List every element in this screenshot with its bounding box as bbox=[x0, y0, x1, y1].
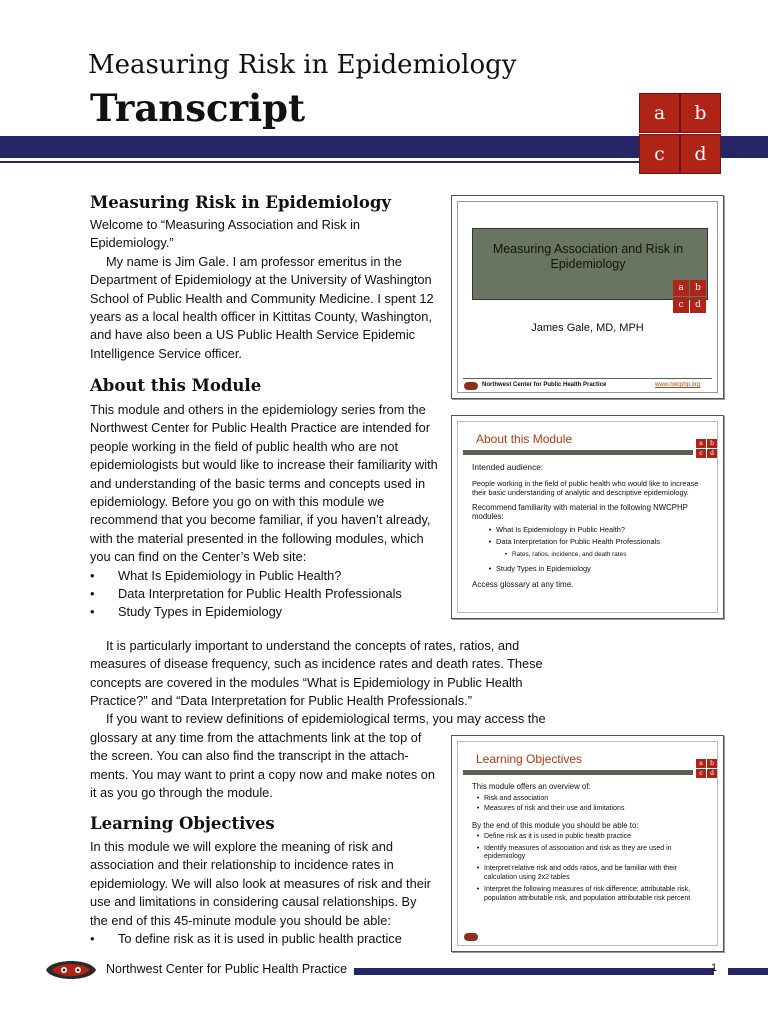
logo-b: b bbox=[680, 93, 721, 133]
about-paragraph-3: glossary at any time from the attachments link at the top of the screen. You can also find the transcript in the attach-ments. You may want to print a copy now and make notes on it as you go through the module. bbox=[90, 730, 436, 801]
document-subtitle: Measuring Risk in Epidemiology bbox=[88, 50, 517, 80]
slide-title-text: Measuring Association and Risk in Epidemiology bbox=[492, 242, 684, 271]
list-item: • Study Types in Epidemiology bbox=[90, 604, 283, 620]
header-rule bbox=[0, 161, 640, 163]
about-paragraph-1: This module and others in the epidemiology series from the Northwest Center for Public Health Practice are intended for people working in the field of public health who are not epidemiologists but would like to increase their familiarity with and understanding of the basic terms and concepts used in epidemiology. Before you go on with this module we recommend that you become familiar, if you haven’t already, with the material presented in the following modules, which you can find on the Center’s Web site: bbox=[90, 402, 438, 565]
slide-thumbnail-about bbox=[451, 415, 724, 619]
list-item: • To define risk as it is used in public health practice bbox=[90, 931, 402, 947]
list-item: • Data Interpretation for Public Health Professionals bbox=[90, 586, 402, 602]
slide-logo: a b c d bbox=[673, 280, 706, 313]
document-title: Transcript bbox=[90, 86, 306, 130]
about-paragraph-2: It is particularly important to understand the concepts of rates, ratios, and measures of disease frequency, such as incidence rates and death rates. These concepts are covered in the modules “What is Epidemiology in Public Health Practice?” and “Data Interpretation for Public Health Professionals.” bbox=[90, 638, 543, 709]
footer-bar bbox=[354, 968, 714, 975]
objectives-text bbox=[90, 838, 435, 948]
about-text-p3-a: If you want to review definitions of epidemiological terms, you may access the bbox=[106, 711, 546, 726]
about-text-wide bbox=[90, 637, 550, 711]
logo-d: d bbox=[680, 134, 721, 174]
section-heading-objectives: Learning Objectives bbox=[90, 814, 275, 833]
about-text bbox=[90, 401, 440, 622]
nwcphp-logo-icon bbox=[464, 382, 478, 390]
slide-thumbnail-title bbox=[451, 195, 724, 399]
slide-about-title: About this Module bbox=[476, 432, 573, 446]
nwcphp-logo-icon bbox=[464, 933, 478, 941]
slide-author: James Gale, MD, MPH bbox=[531, 322, 644, 334]
intro-paragraph-2: My name is Jim Gale. I am professor emeritus in the Department of Epidemiology at the University of Washington School of Public Health and Community Medicine. I spent 12 years as a local health officer in Kittitas County, Washington, and have also been a US Public Health Service Epidemic Intelligence Service officer. bbox=[90, 253, 434, 361]
section-heading-intro: Measuring Risk in Epidemiology bbox=[90, 193, 391, 212]
slide-logo: a b c d bbox=[696, 759, 717, 778]
slide-about-body: Intended audience: People working in the field of public health who would like to increase their basic understanding of analytic and descriptive epidemiology. Recommend familiarity with material in the following NWCPHP modules: • What Is Epidemiology in Public Health? • Data Interpretation for Public Health Professionals • Rates, ratios, incidence, and death rates • Study Types in Epidemiology Access glossary at any time. bbox=[472, 462, 699, 590]
footer-org: Northwest Center for Public Health Practice bbox=[106, 962, 348, 976]
slide-footer-org: Northwest Center for Public Health Practice bbox=[482, 382, 607, 388]
footer-bar-right bbox=[728, 968, 768, 975]
section-heading-about: About this Module bbox=[90, 376, 262, 395]
intro-text bbox=[90, 216, 440, 363]
page-number: 1 bbox=[711, 962, 718, 974]
intro-paragraph-1: Welcome to “Measuring Association and Risk in Epidemiology.” bbox=[90, 217, 361, 251]
list-item: • What Is Epidemiology in Public Health? bbox=[90, 567, 342, 583]
nwcphp-logo-icon bbox=[44, 956, 98, 984]
slide-objectives-body: This module offers an overview of: • Risk and association • Measures of risk and their use and limitations By the end of this module you should be able to: • Define risk as it is used in public health practice • Identify measures of association and risk as they are used in epidemiology • Interpret relative risk and odds ratios, and be familiar with their calculation using 2x2 tables • Interpret the following measures of risk difference: attributable risk, population attributable risk, and population attributable risk percent bbox=[472, 782, 691, 902]
logo-a: a bbox=[639, 93, 680, 133]
logo-c: c bbox=[639, 134, 680, 174]
slide-logo: a b c d bbox=[696, 439, 717, 458]
slide-footer-url: www.nwcphp.org bbox=[655, 382, 701, 388]
slide-objectives-title: Learning Objectives bbox=[476, 752, 583, 766]
about-text-p3 bbox=[90, 729, 440, 803]
slide-thumbnail-objectives bbox=[451, 735, 724, 952]
objectives-paragraph-1: In this module we will explore the meaning of risk and association and their relationship to incidence rates in epidemiology. We will also look at measures of risk and their use and limitations in considering causal relationships. By the end of this 45-minute module you should be able: bbox=[90, 839, 431, 928]
